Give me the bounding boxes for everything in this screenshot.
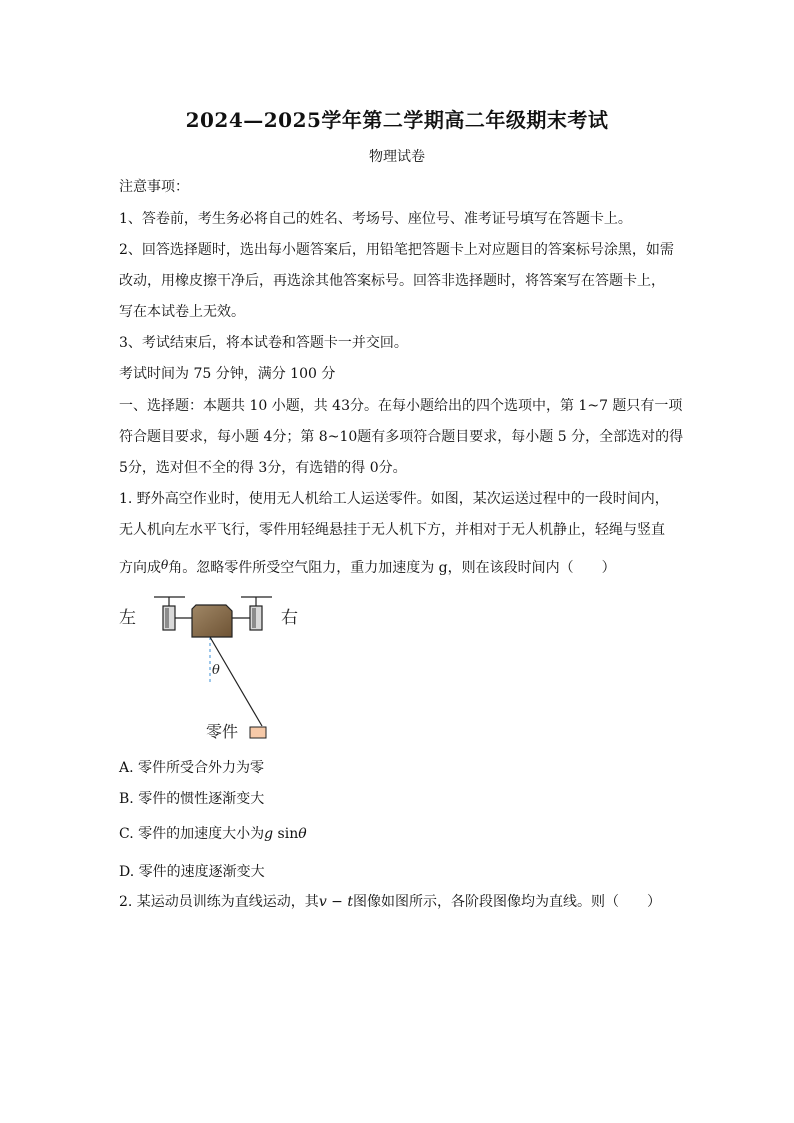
q1-option-c-theta: θ: [298, 826, 307, 842]
notice-item-3: 3、考试结束后，将本试卷和答题卡一并交回。: [119, 335, 408, 351]
label-right: 右: [281, 608, 298, 628]
notice-item-1: 1、答卷前，考生务必将自己的姓名、考场号、座位号、准考证号填写在答题卡上。: [119, 211, 632, 227]
exam-subtitle: 物理试卷: [369, 149, 425, 165]
q1-option-a: A. 零件所受合外力为零: [119, 760, 265, 776]
label-theta: θ: [212, 663, 220, 678]
drone-figure: [119, 590, 319, 745]
q1-line-3: [119, 556, 616, 577]
section1-line-1: 一、选择题：本题共 10 小题，共 43分。在每小题给出的四个选项中，第 1~7 题只有一项: [119, 398, 683, 414]
q1-line-3-a: 方向成: [119, 560, 161, 576]
q1-line-1: 1. 野外高空作业时，使用无人机给工人运送零件。如图，某次运送过程中的一段时间内，: [119, 491, 669, 507]
q2-line-1: [119, 893, 661, 911]
notice-item-2-line-1: 2、回答选择题时，选出每小题答案后，用铅笔把答题卡上对应题目的答案标号涂黑，如需: [119, 242, 674, 258]
q1-option-c-text: C. 零件的加速度大小为: [119, 826, 265, 842]
section1-line-3: 5分，选对但不全的得 3分，有选错的得 0分。: [119, 460, 407, 476]
drone-body: [192, 605, 232, 637]
notice-heading: 注意事项：: [119, 179, 189, 195]
q2-line-1-b: 图像如图所示，各阶段图像均为直线。则（ ）: [352, 894, 661, 910]
section1-line-2: 符合题目要求，每小题 4分；第 8~10题有多项符合题目要求，每小题 5 分，全部选对的得: [119, 429, 684, 445]
q2-line-1-a: 2. 某运动员训练为直线运动，其: [119, 894, 319, 910]
right-motor-shade: [252, 608, 256, 628]
q1-option-c: [119, 825, 307, 843]
part-box: [250, 727, 266, 738]
q1-option-c-sin: sin: [273, 826, 299, 842]
q1-option-b: B. 零件的惯性逐渐变大: [119, 791, 265, 807]
q1-line-2: 无人机向左水平飞行，零件用轻绳悬挂于无人机下方，并相对于无人机静止，轻绳与竖直: [119, 522, 665, 538]
q1-theta: θ: [161, 558, 169, 572]
q1-line-3-b: 角。忽略零件所受空气阻力，重力加速度为 g，则在该段时间内（ ）: [168, 560, 616, 576]
notice-item-2-line-2: 改动，用橡皮擦干净后，再选涂其他答案标号。回答非选择题时，将答案写在答题卡上，: [119, 273, 665, 289]
label-left: 左: [119, 608, 136, 628]
exam-title: 2024—2025学年第二学期高二年级期末考试: [185, 108, 609, 132]
q1-option-d: D. 零件的速度逐渐变大: [119, 864, 265, 880]
q2-vt: v − t: [318, 894, 353, 910]
exam-time: 考试时间为 75 分钟，满分 100 分: [119, 366, 336, 382]
notice-item-2-line-3: 写在本试卷上无效。: [119, 304, 245, 320]
rope: [210, 637, 262, 726]
left-motor-shade: [165, 608, 169, 628]
q1-option-c-g: g: [264, 826, 274, 842]
label-part: 零件: [206, 722, 239, 741]
